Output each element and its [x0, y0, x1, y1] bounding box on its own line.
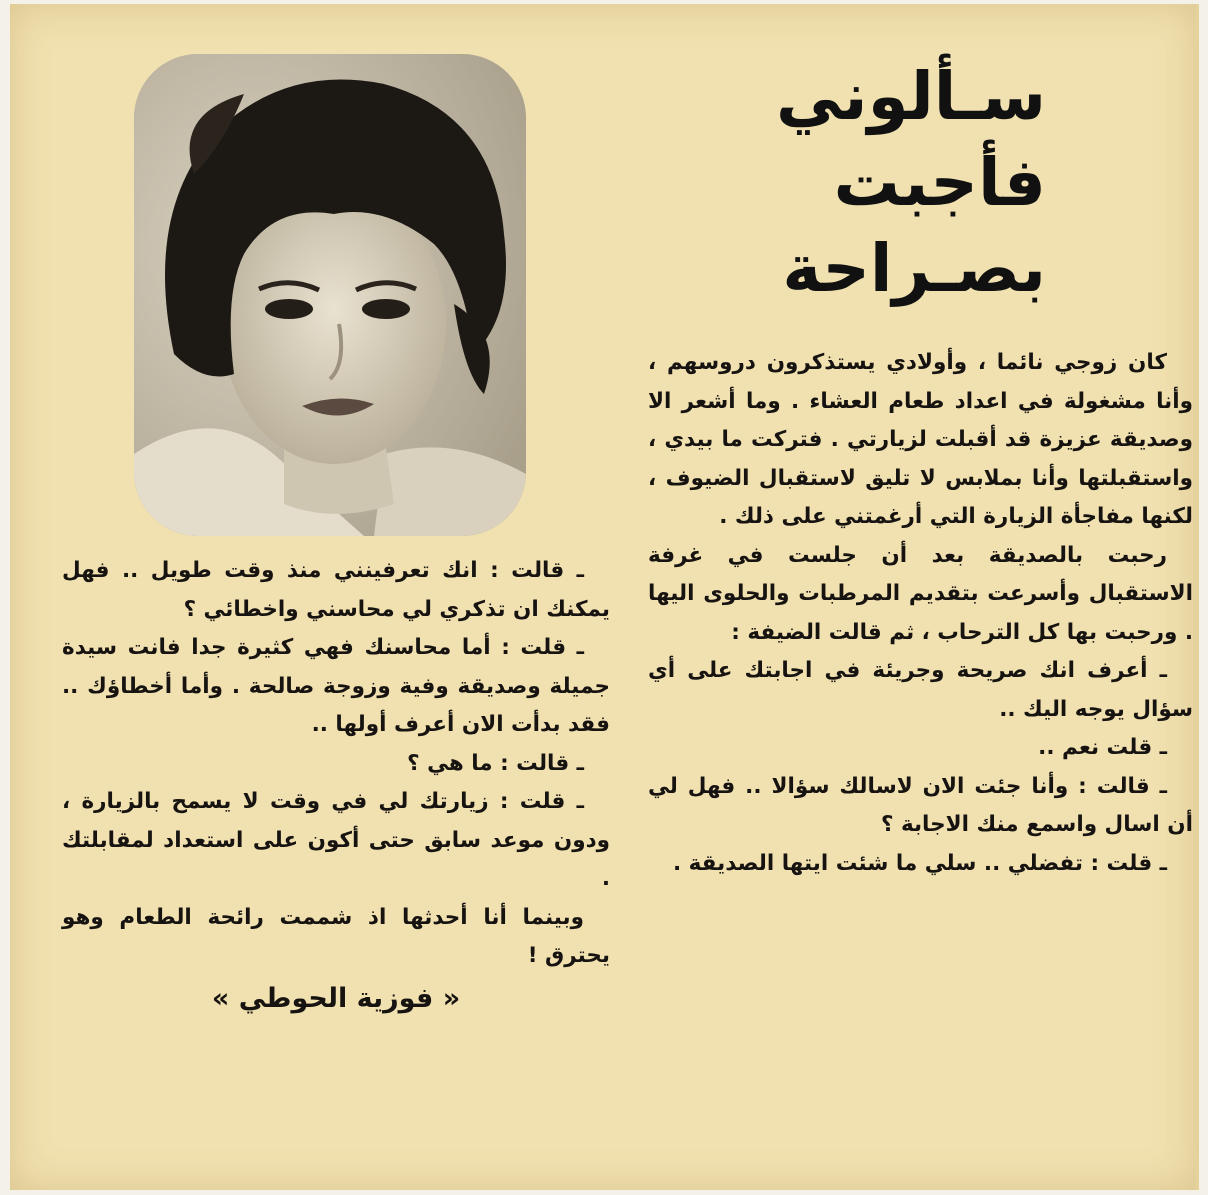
headline-line-1: سـألوني: [776, 58, 1046, 135]
paragraph: وبينما أنا أحدثها اذ شممت رائحة الطعام وهو يحترق !: [62, 904, 610, 968]
paragraph: ـ قلت : أما محاسنك فهي كثيرة جدا فانت سيدة جميلة وصديقة وفية وزوجة صالحة . وأما أخطاؤك .. فقد بدأت الان أعرف أولها ..: [62, 635, 610, 737]
portrait-image: [134, 54, 526, 536]
author-signature: « فوزية الحوطي »: [211, 982, 461, 1014]
paragraph: كان زوجي نائما ، وأولادي يستذكرون دروسهم ، وأنا مشغولة في اعداد طعام العشاء . وما أشعر الا وصديقة عزيزة قد أقبلت لزيارتي . فتركت ما بيدي ، واستقبلتها وأنا بملابس لا تليق لاستقبال الضيوف ، لكنها مفاجأة الزيارة التي أرغمتني على ذلك .: [648, 350, 1193, 529]
headline-line-3: بصـراحة: [782, 230, 1046, 307]
article-headline: [716, 54, 1046, 312]
headline-line-2: فأجبت: [833, 144, 1046, 221]
article-column-left: [62, 552, 610, 1018]
article-column-right: [648, 344, 1193, 883]
paragraph: ـ قالت : وأنا جئت الان لاسالك سؤالا .. فهل لي أن اسال واسمع منك الاجابة ؟: [648, 773, 1193, 837]
author-portrait-photo: [134, 54, 526, 536]
paragraph: ـ قلت : تفضلي .. سلي ما شئت ايتها الصديقة .: [672, 850, 1167, 876]
paragraph: رحبت بالصديقة بعد أن جلست في غرفة الاستقبال وأسرعت بتقديم المرطبات والحلوى اليها . ورحبت بها كل الترحاب ، ثم قالت الضيفة :: [648, 542, 1193, 645]
paragraph: ـ أعرف انك صريحة وجريئة في اجابتك على أي سؤال يوجه اليك ..: [648, 658, 1193, 722]
paragraph: ـ قالت : انك تعرفينني منذ وقت طويل .. فهل يمكنك ان تذكري لي محاسني واخطائي ؟: [62, 558, 610, 622]
paragraph: ـ قلت نعم ..: [1038, 735, 1167, 760]
paragraph: ـ قلت : زيارتك لي في وقت لا يسمح بالزيارة ، ودون موعد سابق حتى أكون على استعداد لمقابلتك .: [62, 789, 610, 891]
paragraph: ـ قالت : ما هي ؟: [407, 750, 584, 776]
newspaper-clipping: [10, 4, 1199, 1190]
